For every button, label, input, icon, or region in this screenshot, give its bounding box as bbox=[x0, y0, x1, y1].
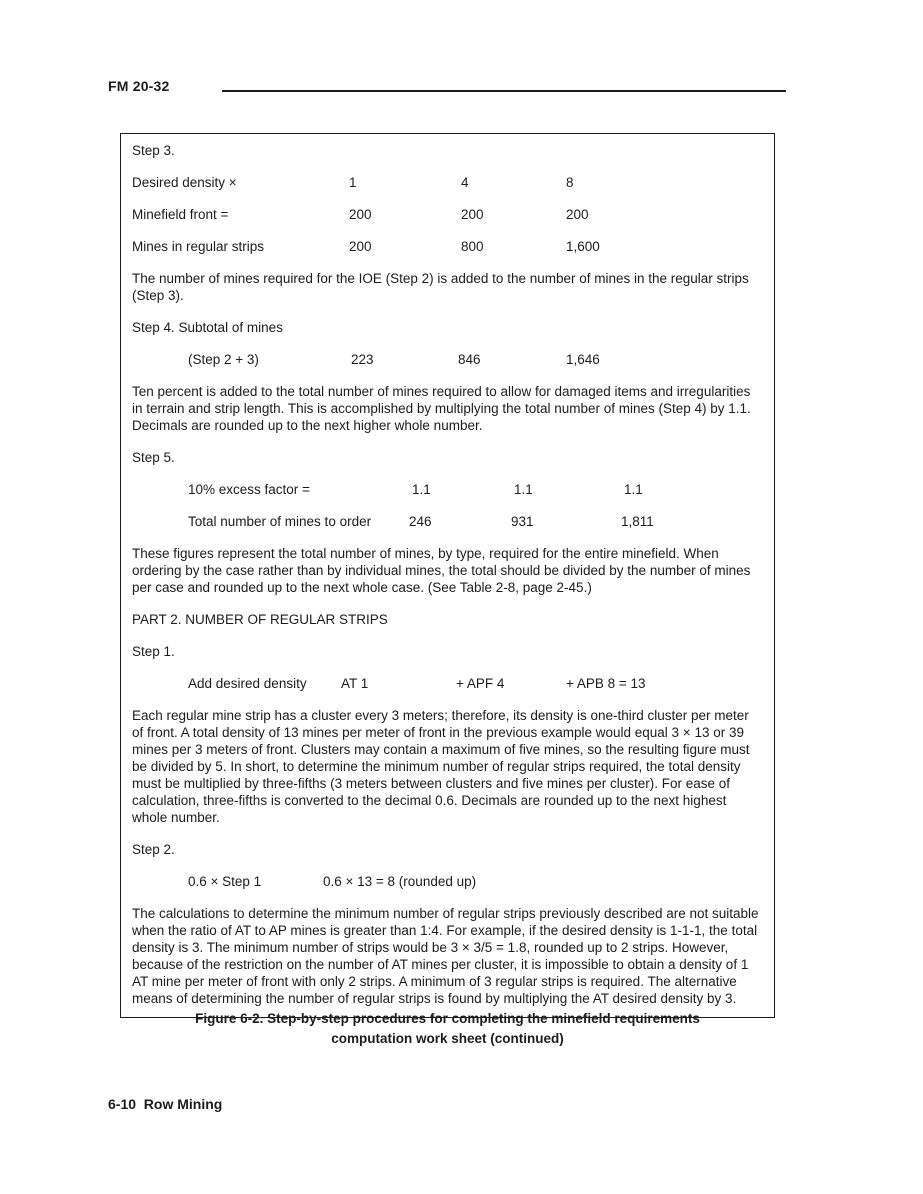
step2-calculation-row bbox=[132, 873, 760, 890]
paragraph-totals: These figures represent the total number of mines, by type, required for the entire minefield. When ordering by the case rather than by individual mines, the total should be divided by the number of mines per case and rounded up to the next whole case. (See Table 2-8, page 2-45.) bbox=[132, 546, 751, 595]
row-value: 1.1 bbox=[624, 482, 643, 497]
manual-number: FM 20-32 bbox=[108, 78, 170, 94]
add-density-row bbox=[132, 675, 760, 692]
row-value: 200 bbox=[461, 207, 484, 222]
row-value: 200 bbox=[349, 207, 372, 222]
row-value: 1,600 bbox=[566, 239, 600, 254]
paragraph-clusters: Each regular mine strip has a cluster every 3 meters; therefore, its density is one-third cluster per meter of front. A total density of 13 mines per meter of front in the previous example would equal 3 × 13 or 39 mines per 3 meters of front. Clusters may contain a maximum of five mines, so the resulting figure must be divided by 5. In short, to determine the minimum number of regular strips required, the total density must be multiplied by three-fifths (3 meters between clusters and five mines per cluster). For ease of calculation, three-fifths is converted to the decimal 0.6. Decimals are rounded up to the next highest whole number. bbox=[132, 708, 750, 825]
row-value: + APF 4 bbox=[456, 676, 505, 691]
desired-density-row bbox=[132, 174, 760, 191]
row-value: 1.1 bbox=[514, 482, 533, 497]
row-label: 10% excess factor = bbox=[188, 482, 310, 497]
figure-caption-line2: computation work sheet (continued) bbox=[331, 1031, 564, 1046]
row-value: 200 bbox=[566, 207, 589, 222]
row-value: 223 bbox=[351, 352, 374, 367]
step2-heading: Step 2. bbox=[132, 842, 175, 857]
paragraph-ratio: The calculations to determine the minimum number of regular strips previously described are not suitable when the ratio of AT to AP mines is greater than 1:4. For example, if the desired density is 1-1-1, the total density is 3. The minimum number of strips would be 3 × 3/5 = 1.8, rounded up to 2 strips. However, because of the restriction on the number of AT mines per cluster, it is impossible to obtain a density of 1 AT mine per meter of front with only 2 strips. A minimum of 3 regular strips is required. The alternative means of determining the number of regular strips is found by multiplying the AT desired density by 3. bbox=[132, 906, 759, 1006]
row-value: 8 bbox=[566, 175, 574, 190]
row-value: 1,811 bbox=[621, 514, 654, 529]
row-value: 800 bbox=[461, 239, 484, 254]
row-value: 1 bbox=[349, 175, 357, 190]
row-value: 1.1 bbox=[412, 482, 431, 497]
step5-heading: Step 5. bbox=[132, 450, 175, 465]
mines-regular-strips-row bbox=[132, 238, 760, 255]
total-mines-row bbox=[132, 513, 760, 530]
row-label: 0.6 × Step 1 bbox=[188, 874, 262, 889]
row-value: 0.6 × 13 = 8 (rounded up) bbox=[323, 874, 477, 889]
row-value: 846 bbox=[458, 352, 481, 367]
part2-heading: PART 2. NUMBER OF REGULAR STRIPS bbox=[132, 612, 388, 627]
row-label: Mines in regular strips bbox=[132, 239, 265, 254]
row-value: 4 bbox=[461, 175, 469, 190]
minefield-front-row bbox=[132, 206, 760, 223]
step4-heading: Step 4. Subtotal of mines bbox=[132, 320, 283, 335]
row-value: 200 bbox=[349, 239, 372, 254]
figure-caption-line1: Figure 6-2. Step-by-step procedures for completing the minefield requirements bbox=[195, 1011, 700, 1026]
page-footer: 6-10 Row Mining bbox=[108, 1096, 223, 1112]
row-label: (Step 2 + 3) bbox=[188, 352, 259, 367]
row-label: Total number of mines to order bbox=[188, 514, 372, 529]
row-label: Minefield front = bbox=[132, 207, 229, 222]
row-value: 1,646 bbox=[566, 352, 600, 367]
figure-box bbox=[120, 133, 775, 1018]
paragraph-ioe: The number of mines required for the IOE (Step 2) is added to the number of mines in the regular strips (Step 3). bbox=[132, 271, 749, 303]
step1-heading: Step 1. bbox=[132, 644, 175, 659]
excess-factor-row bbox=[132, 481, 760, 498]
subtotal-row bbox=[132, 351, 760, 368]
row-label: Desired density × bbox=[132, 175, 237, 190]
step3-heading: Step 3. bbox=[132, 143, 175, 158]
row-value: + APB 8 = 13 bbox=[566, 676, 646, 691]
paragraph-ten-percent: Ten percent is added to the total number of mines required to allow for damaged items and irregularities in terrain and strip length. This is accomplished by multiplying the total number of mines (Step 4) by 1.1. Decimals are rounded up to the next higher whole number. bbox=[132, 384, 751, 433]
row-value: 931 bbox=[511, 514, 534, 529]
row-value: 246 bbox=[409, 514, 432, 529]
figure-caption bbox=[120, 1009, 775, 1049]
header-rule bbox=[222, 90, 786, 92]
row-value: AT 1 bbox=[341, 676, 369, 691]
row-label: Add desired density bbox=[188, 676, 307, 691]
